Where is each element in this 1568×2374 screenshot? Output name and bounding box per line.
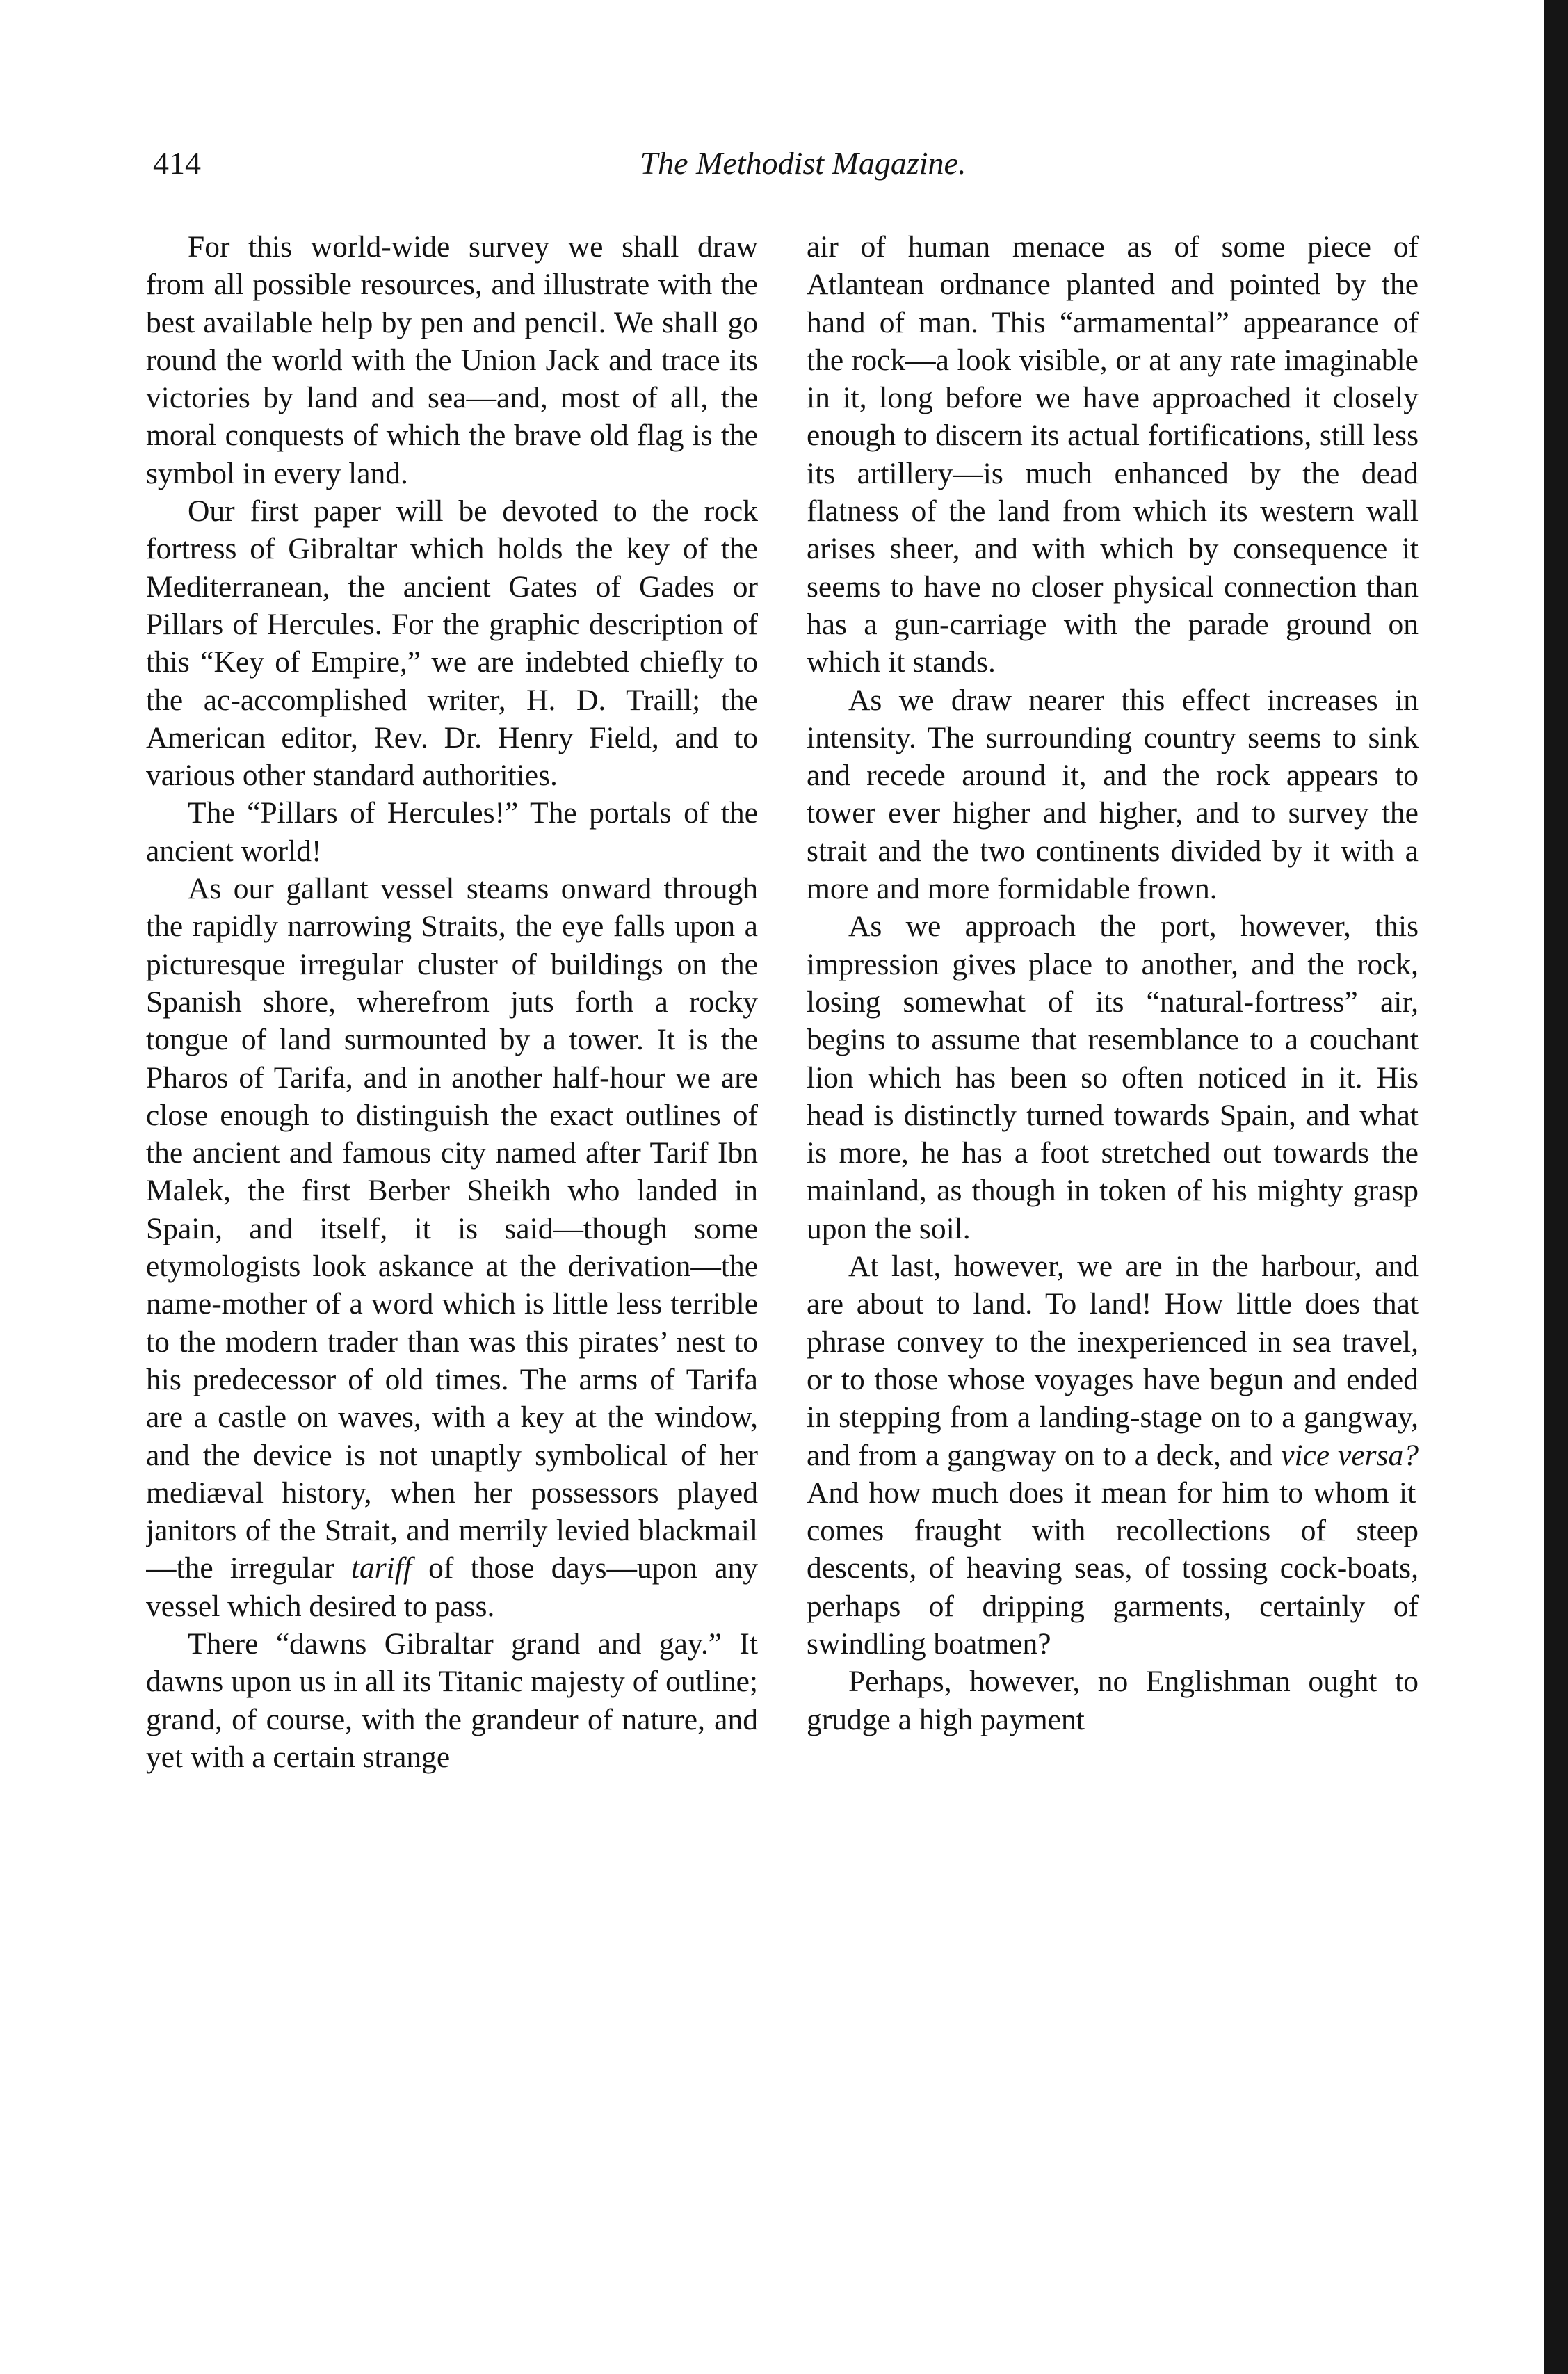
body-paragraph xyxy=(146,870,758,1625)
body-paragraph xyxy=(146,794,758,870)
body-paragraph xyxy=(146,1625,758,1776)
body-paragraph xyxy=(807,1247,1419,1663)
right-column xyxy=(807,228,1419,2300)
body-paragraph xyxy=(146,492,758,794)
text-run: As our gallant vessel steams onward through the rapidly narrowing Straits, the eye falls upon a picturesque irregular cluster of buildings on the Spanish shore, wherefrom juts forth a rocky tongue of land surmounted by a tower. It is the Pharos of Tarifa, and in another half-hour we are close enough to distinguish the exact outlines of the ancient and famous city named after Tarif Ibn Malek, the first Berber Sheikh who landed in Spain, and itself, it is said—though some etymologists look askance at the derivation—the name-mother of a word which is little less terrible to the modern trader than was this pirates’ nest to his predecessor of old times. The arms of Tarifa are a castle on waves, with a key at the window, and the device is not unaptly symbolical of her mediæval history, when her possessors played janitors of the Strait, and merrily levied blackmail—the irregular xyxy=(146,872,758,1585)
left-column xyxy=(146,228,758,2300)
body-paragraph xyxy=(807,1663,1419,1738)
text-run: And how much does it mean for him to whom it comes fraught with recollections of steep descents, of heaving seas, of tossing cock-boats, perhaps of dripping garments, certainly of swindling boatmen? xyxy=(807,1476,1419,1661)
magazine-page xyxy=(146,139,1460,2309)
text-run: of those days—upon any vessel which desired to pass. xyxy=(146,1551,758,1623)
text-columns xyxy=(146,228,1460,2300)
page-number: 414 xyxy=(153,145,201,181)
body-paragraph xyxy=(807,228,1419,681)
page-header xyxy=(146,139,1460,188)
body-paragraph xyxy=(807,907,1419,1247)
text-run: For this world-wide survey we shall draw from all possible resources, and illustrate with the best available help by pen and pencil. We shall go round the world with the Union Jack and trace its victories by land and sea—and, most of all, the moral conquests of which the brave old flag is the symbol in every land. xyxy=(146,230,758,490)
text-run: As we approach the port, however, this impression gives place to another, and the rock, losing somewhat of its “natural-fortress” air, begins to assume that resemblance to a couchant lion which has been so often noticed in it. His head is distinctly turned towards Spain, and what is more, he has a foot stretched out towards the mainland, as though in token of his mighty grasp upon the soil. xyxy=(807,910,1419,1245)
body-paragraph xyxy=(807,681,1419,908)
text-run: At last, however, we are in the harbour, and are about to land. To land! How little does that phrase convey to the inexperienced in sea travel, or to those whose voyages have begun and ended in stepping from a landing-stage on to a gangway, and from a gangway on to a deck, and xyxy=(807,1250,1419,1472)
page-edge-shadow xyxy=(1544,0,1568,2374)
text-run: Our first paper will be devoted to the rock fortress of Gibraltar which holds the key of the Mediterranean, the ancient Gates of Gades or Pillars of Hercules. For the graphic description of this “Key of Empire,” we are indebted chiefly to the ac-accomplished writer, H. D. Traill; the American editor, Rev. Dr. Henry Field, and to various other standard authorities. xyxy=(146,494,758,793)
running-title: The Methodist Magazine. xyxy=(640,145,967,181)
body-paragraph xyxy=(146,228,758,492)
text-run: Perhaps, however, no Englishman ought to grudge a high payment xyxy=(807,1665,1419,1736)
text-run: There “dawns Gibraltar grand and gay.” It dawns upon us in all its Titanic majesty of outline; grand, of course, with the grandeur of nature, and yet with a certain strange xyxy=(146,1626,758,1774)
text-run: The “Pillars of Hercules!” The portals of the ancient world! xyxy=(146,796,758,868)
italic-text-run: tariff xyxy=(350,1551,412,1585)
text-run: As we draw nearer this effect increases in intensity. The surrounding country seems to sink and recede around it, and the rock appears to tower ever higher and higher, and to survey the strait and the two continents divided by it with a more and more formidable frown. xyxy=(807,683,1419,906)
text-run: air of human menace as of some piece of Atlantean ordnance planted and pointed by the hand of man. This “armamental” appearance of the rock—a look visible, or at any rate imaginable in it, long before we have approached it closely enough to discern its actual fortifications, still less its artillery—is much enhanced by the dead flatness of the land from which its western wall arises sheer, and with which by consequence it seems to have no closer physical connection than has a gun-carriage with the parade ground on which it stands. xyxy=(807,230,1419,679)
italic-text-run: vice versa? xyxy=(1281,1438,1419,1472)
